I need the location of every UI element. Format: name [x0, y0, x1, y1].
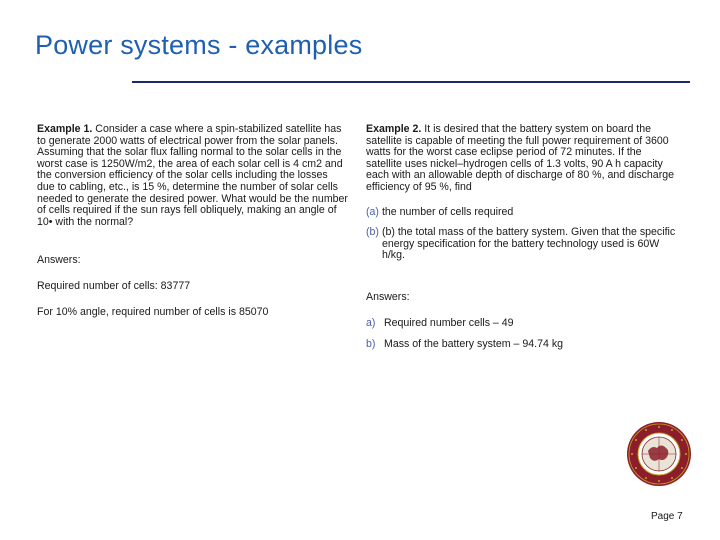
example-1-answer-2: For 10% angle, required number of cells is 85070: [37, 305, 269, 318]
example-2-lead: Example 2.: [366, 123, 422, 135]
example-2-problem: [366, 124, 680, 194]
title-underline: [132, 81, 690, 83]
page-number: Page 7: [651, 511, 683, 522]
university-seal-icon: [626, 421, 692, 487]
part-a-text: the number of cells required: [381, 205, 514, 218]
part-b-marker: (b): [366, 226, 379, 239]
example-2-answer-b: [366, 339, 680, 351]
answer-b-text: Mass of the battery system – 94.74 kg: [384, 338, 564, 351]
example-2-answer-a: [366, 318, 680, 330]
example-1-answer-1: Required number of cells: 83777: [37, 279, 191, 292]
example-2-part-a: [366, 207, 680, 219]
part-b-text: (b) the total mass of the battery system. Given that the specific energy specification for the battery technology used is 60W h/kg.: [381, 226, 676, 262]
example-1-lead: Example 1.: [37, 123, 93, 135]
example-1-column: [37, 124, 348, 318]
example-2-answers-label: Answers:: [366, 290, 410, 303]
answer-a-text: Required number cells – 49: [384, 316, 514, 329]
answer-a-marker: a): [366, 316, 376, 329]
example-2-part-b: [366, 227, 680, 262]
example-1-problem: [37, 124, 348, 228]
example-1-answers-label: Answers:: [37, 254, 81, 267]
answer-b-marker: b): [366, 338, 376, 351]
example-1-text: Consider a case where a spin-stabilized satellite has to generate 2000 watts of electrical power from the solar panels. Assuming that the solar flux falling normal to the solar cells in the worst case is 1250W/m2, the area of each solar cell is 4 cm2 and the conversion efficiency of the solar cells including the losses due to cabling, etc., is 15 %, determine the number of solar cells needed to generate the desired power. What would be the number of cells required if the sun rays fell obliquely, making an angle of 10• with the normal?: [37, 123, 348, 228]
example-2-column: [366, 124, 680, 351]
slide-title: Power systems - examples: [35, 30, 363, 60]
example-2-text: It is desired that the battery system on board the satellite is capable of meeting the full power requirement of 3600 watts for the worst case eclipse period of 72 minutes. If the satellite uses nickel–hydrogen cells of 1.3 volts, 90 A h capacity each with an allowable depth of discharge of 80 %, and discharge efficiency of 95 %, find: [366, 123, 675, 193]
part-a-marker: (a): [366, 205, 379, 218]
